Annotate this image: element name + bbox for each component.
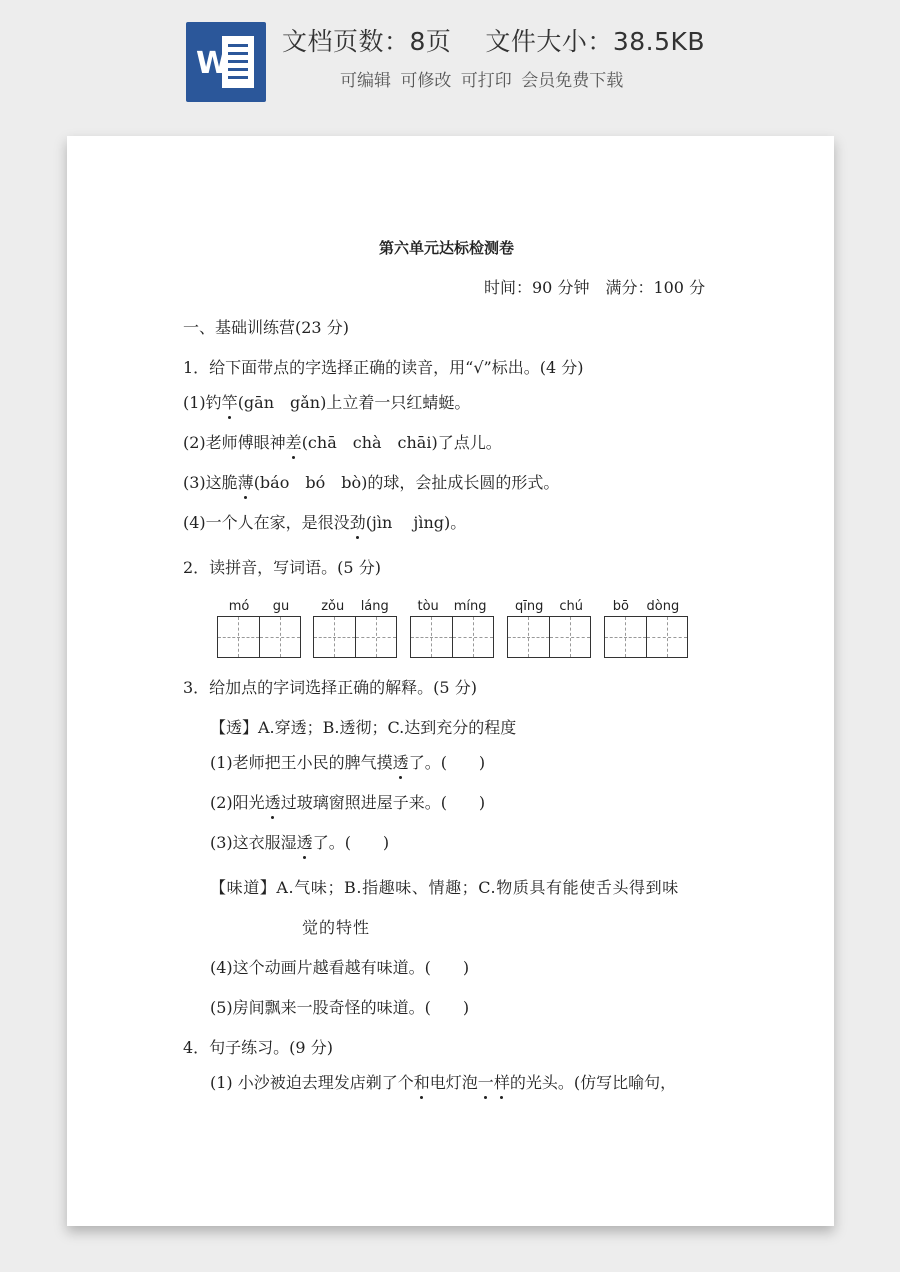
pinyin-label: bō dòng: [612, 599, 680, 614]
writing-grid[interactable]: [507, 616, 591, 658]
pinyin-label: zǒu láng: [321, 599, 389, 614]
doc-title: 第六单元达标检测卷: [379, 239, 515, 257]
q3-title: 3．给加点的字词选择正确的解释。(5 分): [183, 678, 477, 697]
section-heading: 一、基础训练营(23 分): [183, 318, 349, 337]
q4-item-1: (1) 小沙被迫去理发店剃了个和电灯泡一样的光头。(仿写比喻句，: [210, 1073, 677, 1092]
q3-definition-2-continued: 觉的特性: [302, 918, 371, 937]
header: [0, 0, 900, 120]
q3-item-4: (4)这个动画片越看越有味道。( ): [210, 958, 470, 977]
q1-title: 1．给下面带点的字选择正确的读音，用“√”标出。(4 分): [183, 358, 584, 377]
writing-grid[interactable]: [604, 616, 688, 658]
q3-item-5: (5)房间飘来一股奇怪的味道。( ): [210, 998, 470, 1017]
q4-title: 4．句子练习。(9 分): [183, 1038, 333, 1057]
q1-item-2: (2)老师傅眼神差(chā chà chāi)了点儿。: [183, 433, 502, 452]
pinyin-label: qīng chú: [515, 599, 583, 614]
q1-item-3: (3)这脆薄(báo bó bò)的球，会扯成长圆的形式。: [183, 473, 560, 492]
writing-grid[interactable]: [313, 616, 397, 658]
word-letter: W: [196, 46, 230, 81]
time-info: 时间：90 分钟 满分：100 分: [484, 278, 706, 297]
document-info-title: 文档页数：8页 文件大小：38.5KB: [282, 27, 706, 56]
pinyin-label: tòu míng: [417, 599, 487, 614]
writing-grid[interactable]: [410, 616, 494, 658]
q3-definition-2: 【味道】A.气味；B.指趣味、情趣；C.物质具有能使舌头得到味: [210, 878, 679, 897]
document-page: [67, 136, 834, 1226]
document-info-subtitle: 可编辑 可修改 可打印 会员免费下载: [340, 71, 624, 91]
writing-grid[interactable]: [217, 616, 301, 658]
q3-item-3: (3)这衣服湿透了。( ): [210, 833, 390, 852]
q3-item-1: (1)老师把王小民的脾气摸透了。( ): [210, 753, 486, 772]
q2-title: 2．读拼音，写词语。(5 分): [183, 558, 381, 577]
q3-definition-1: 【透】A.穿透；B.透彻；C.达到充分的程度: [210, 718, 517, 737]
q1-item-4: (4)一个人在家，是很没劲(jìn jìng)。: [183, 513, 467, 532]
pinyin-label: mó gu: [228, 599, 290, 614]
q1-item-1: (1)钓竿(gān gǎn)上立着一只红蜻蜓。: [183, 393, 471, 412]
q3-item-2: (2)阳光透过玻璃窗照进屋子来。( ): [210, 793, 486, 812]
word-document-icon: [186, 22, 266, 102]
